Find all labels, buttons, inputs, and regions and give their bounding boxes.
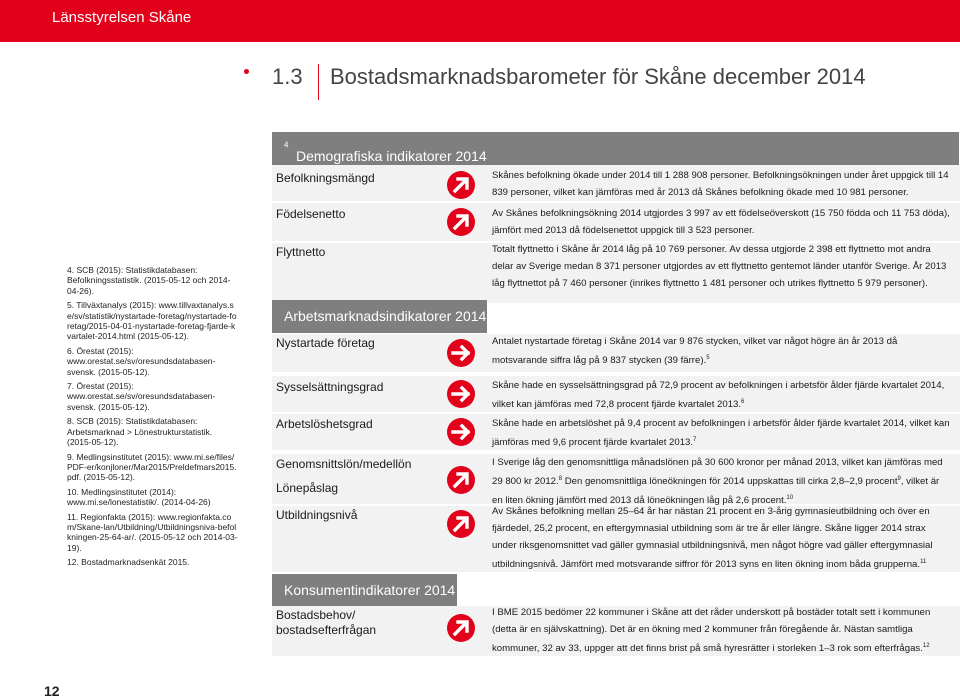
indicator-label: Nystartade företag	[276, 336, 375, 350]
arrow-right-icon	[445, 337, 477, 369]
organization-name: Länsstyrelsen Skåne	[52, 9, 192, 26]
footnote: 5. Tillväxtanalys (2015): www.tillvaxtanalys.se/sv/statistik/nystartade-foretag/nystartade-foretag/2015-04-01-nystartade-foretag-fjarde-kvartalet-2014.html (2015-05-12).	[67, 300, 237, 342]
page-number: 12	[44, 683, 60, 699]
section-title: Arbetsmarknadsindikatorer 2014	[284, 308, 487, 324]
section-consumer	[272, 574, 457, 607]
indicator-label: Lönepåslag	[276, 481, 339, 495]
indicator-label: Utbildningsnivå	[276, 508, 358, 522]
arrow-up-right-icon	[445, 508, 477, 540]
page-title: Bostadsmarknadsbarometer för Skåne december 2014	[330, 64, 866, 89]
indicator-label: Genomsnittslön/medellön	[276, 457, 412, 471]
arrow-right-icon	[445, 416, 477, 448]
indicator-row	[272, 334, 960, 372]
section-title: Konsumentindikatorer 2014	[284, 582, 456, 598]
indicator-row	[272, 506, 960, 572]
footnote: 4. SCB (2015): Statistikdatabasen: Befolkningsstatistik. (2015-05-12 och 2014-04-26).	[67, 265, 231, 296]
arrow-right-icon	[445, 378, 477, 410]
indicator-row	[272, 165, 960, 201]
indicator-text: I BME 2015 bedömer 22 kommuner i Skåne att det råder underskott på bostäder totalt sett i kommunen (detta är en självskattning). Det är en ökning med 2 kommuner från föregående år. Nästan samtliga kommuner, 32 av 33, uppger att det finns brist på små hyresrätter i storleken 1–3 rok som efterfrågas.$^{12}$	[492, 607, 931, 655]
indicator-text: Skånes befolkning ökade under 2014 till 1 288 908 personer. Befolkningsökningen under året uppgick till 14 839 personer, vilket kan jämföras med år 2013 då Skånes befolkning ökade med 10 981 personer.	[492, 170, 949, 198]
indicator-label: Födelsenetto	[276, 207, 346, 221]
indicator-row	[272, 414, 960, 450]
arrow-up-right-icon	[445, 206, 477, 238]
indicator-row	[272, 454, 960, 507]
indicator-row	[272, 203, 960, 241]
indicator-label: Arbetslöshetsgrad	[276, 417, 373, 431]
indicator-label: bostadsefterfrågan	[276, 623, 377, 637]
indicator-row	[272, 606, 960, 656]
indicator-text: Skåne hade en arbetslöshet på 9,4 procent av befolkningen i arbetsför ålder fjärde kvartalet 2014, vilket kan jämföras med 9,6 procent fjärde kvartalet 2013.$^7$	[492, 418, 950, 449]
footnote-ref: 4	[284, 140, 289, 150]
arrow-up-right-icon	[445, 169, 477, 201]
footnote: 6. Örestat (2015): www.orestat.se/sv/oresundsdatabasen-svensk. (2015-05-12).	[67, 345, 216, 377]
indicator-label: Befolkningsmängd	[276, 171, 375, 185]
header-bar	[0, 0, 960, 42]
arrow-up-right-icon	[445, 612, 477, 644]
indicator-text: Antalet nystartade företag i Skåne 2014 var 9 876 stycken, vilket var något högre än år 2013 då motsvarande siffra låg på 9 837 stycken (39 färre).$^5$	[492, 336, 898, 367]
indicator-label: Sysselsättningsgrad	[276, 380, 384, 394]
heading-number: 1.3	[272, 64, 303, 89]
indicator-label: Flyttnetto	[276, 245, 326, 259]
indicator-row	[272, 243, 960, 303]
footnote: 10. Medlingsinstitutet (2014): www.mi.se/lonestatistik/. (2014-04-26)	[67, 486, 211, 508]
footnote: 11. Regionfakta (2015): www.regionfakta.com/Skane-lan/Utbildning/Utbildningsniva-befolkningen-25-64-ar/. (2015-05-12 och 2014-03-19).	[67, 511, 238, 553]
heading-divider	[318, 64, 319, 100]
indicator-text: Skåne hade en sysselsättningsgrad på 72,9 procent av befolkningen i arbetsför ålder fjärde kvartalet 2014, vilket kan jämföras med 72,8 procent fjärde kvartalet 2013.$^6$	[492, 380, 945, 411]
heading-bullet	[244, 69, 249, 74]
section-demographic	[272, 132, 959, 165]
footnote: 12. Bostadmarknadsenkät 2015.	[67, 557, 190, 568]
arrow-up-right-icon	[445, 464, 477, 496]
indicator-label: Bostadsbehov/	[276, 608, 356, 622]
indicator-text: Av Skånes befolkning mellan 25–64 år har nästan 21 procent en 3-årig gymnasieutbildning och över en fjärdedel, 25,2 procent, en eftergymnasial utbildning som är tre år eller längre. Skåne ligger 2014 strax under riksgenomsnittet vad gäller gymnasial utbildningsnivå, men något högre vad gäller eftergymnasial utbildningsnivå. Jämfört med motsvarande siffror för 2013 syns en liten ökning inom båda grupperna.$^{11}$	[492, 506, 933, 571]
section-labour	[272, 300, 487, 333]
indicator-row	[272, 376, 960, 412]
footnote: 7. Örestat (2015): www.orestat.se/sv/oresundsdatabasen-svensk. (2015-05-12).	[67, 381, 216, 412]
footnote: 8. SCB (2015): Statistikdatabasen: Arbetsmarknad > Lönestrukturstatistik. (2015-05-12).	[67, 416, 213, 448]
indicator-text: Av Skånes befolkningsökning 2014 utgjordes 3 997 av ett födelseöverskott (15 750 födda och 11 753 döda), jämfört med 2013 då födelsenettot uppgick till 3 523 personer.	[492, 208, 950, 236]
footnotes	[67, 265, 239, 572]
section-title: Demografiska indikatorer 2014	[296, 148, 487, 164]
indicator-text: Totalt flyttnetto i Skåne år 2014 låg på 10 769 personer. Av dessa utgjorde 2 398 ett flyttnetto mot andra delar av Sverige medan 8 371 personer utgjordes av ett flyttnetto gentemot länder utanför Sverige. År 2013 låg flyttnettot på 7 460 personer (inrikes flyttnetto 1 481 personer och utrikes flyttnetto 5 979 personer).	[492, 244, 947, 289]
indicator-text: I Sverige låg den genomsnittliga månadslönen på 30 600 kronor per månad 2013, vilket kan jämföras med 29 800 kr 2012.$^8$ Den genomsnittliga löneökningen för 2014 uppskattas till cirka 2,8–2,9 procent$^9$, vilket är en liten ökning jämfört med 2013 då löneökningen låg på 2,6 procent.$^{10}$	[492, 457, 943, 507]
footnote: 9. Medlingsinstitutet (2015): www.mi.se/files/PDF-er/konjloner/Mar2015/Preldefmars2015.pdf. (2015-05-12).	[67, 451, 237, 483]
